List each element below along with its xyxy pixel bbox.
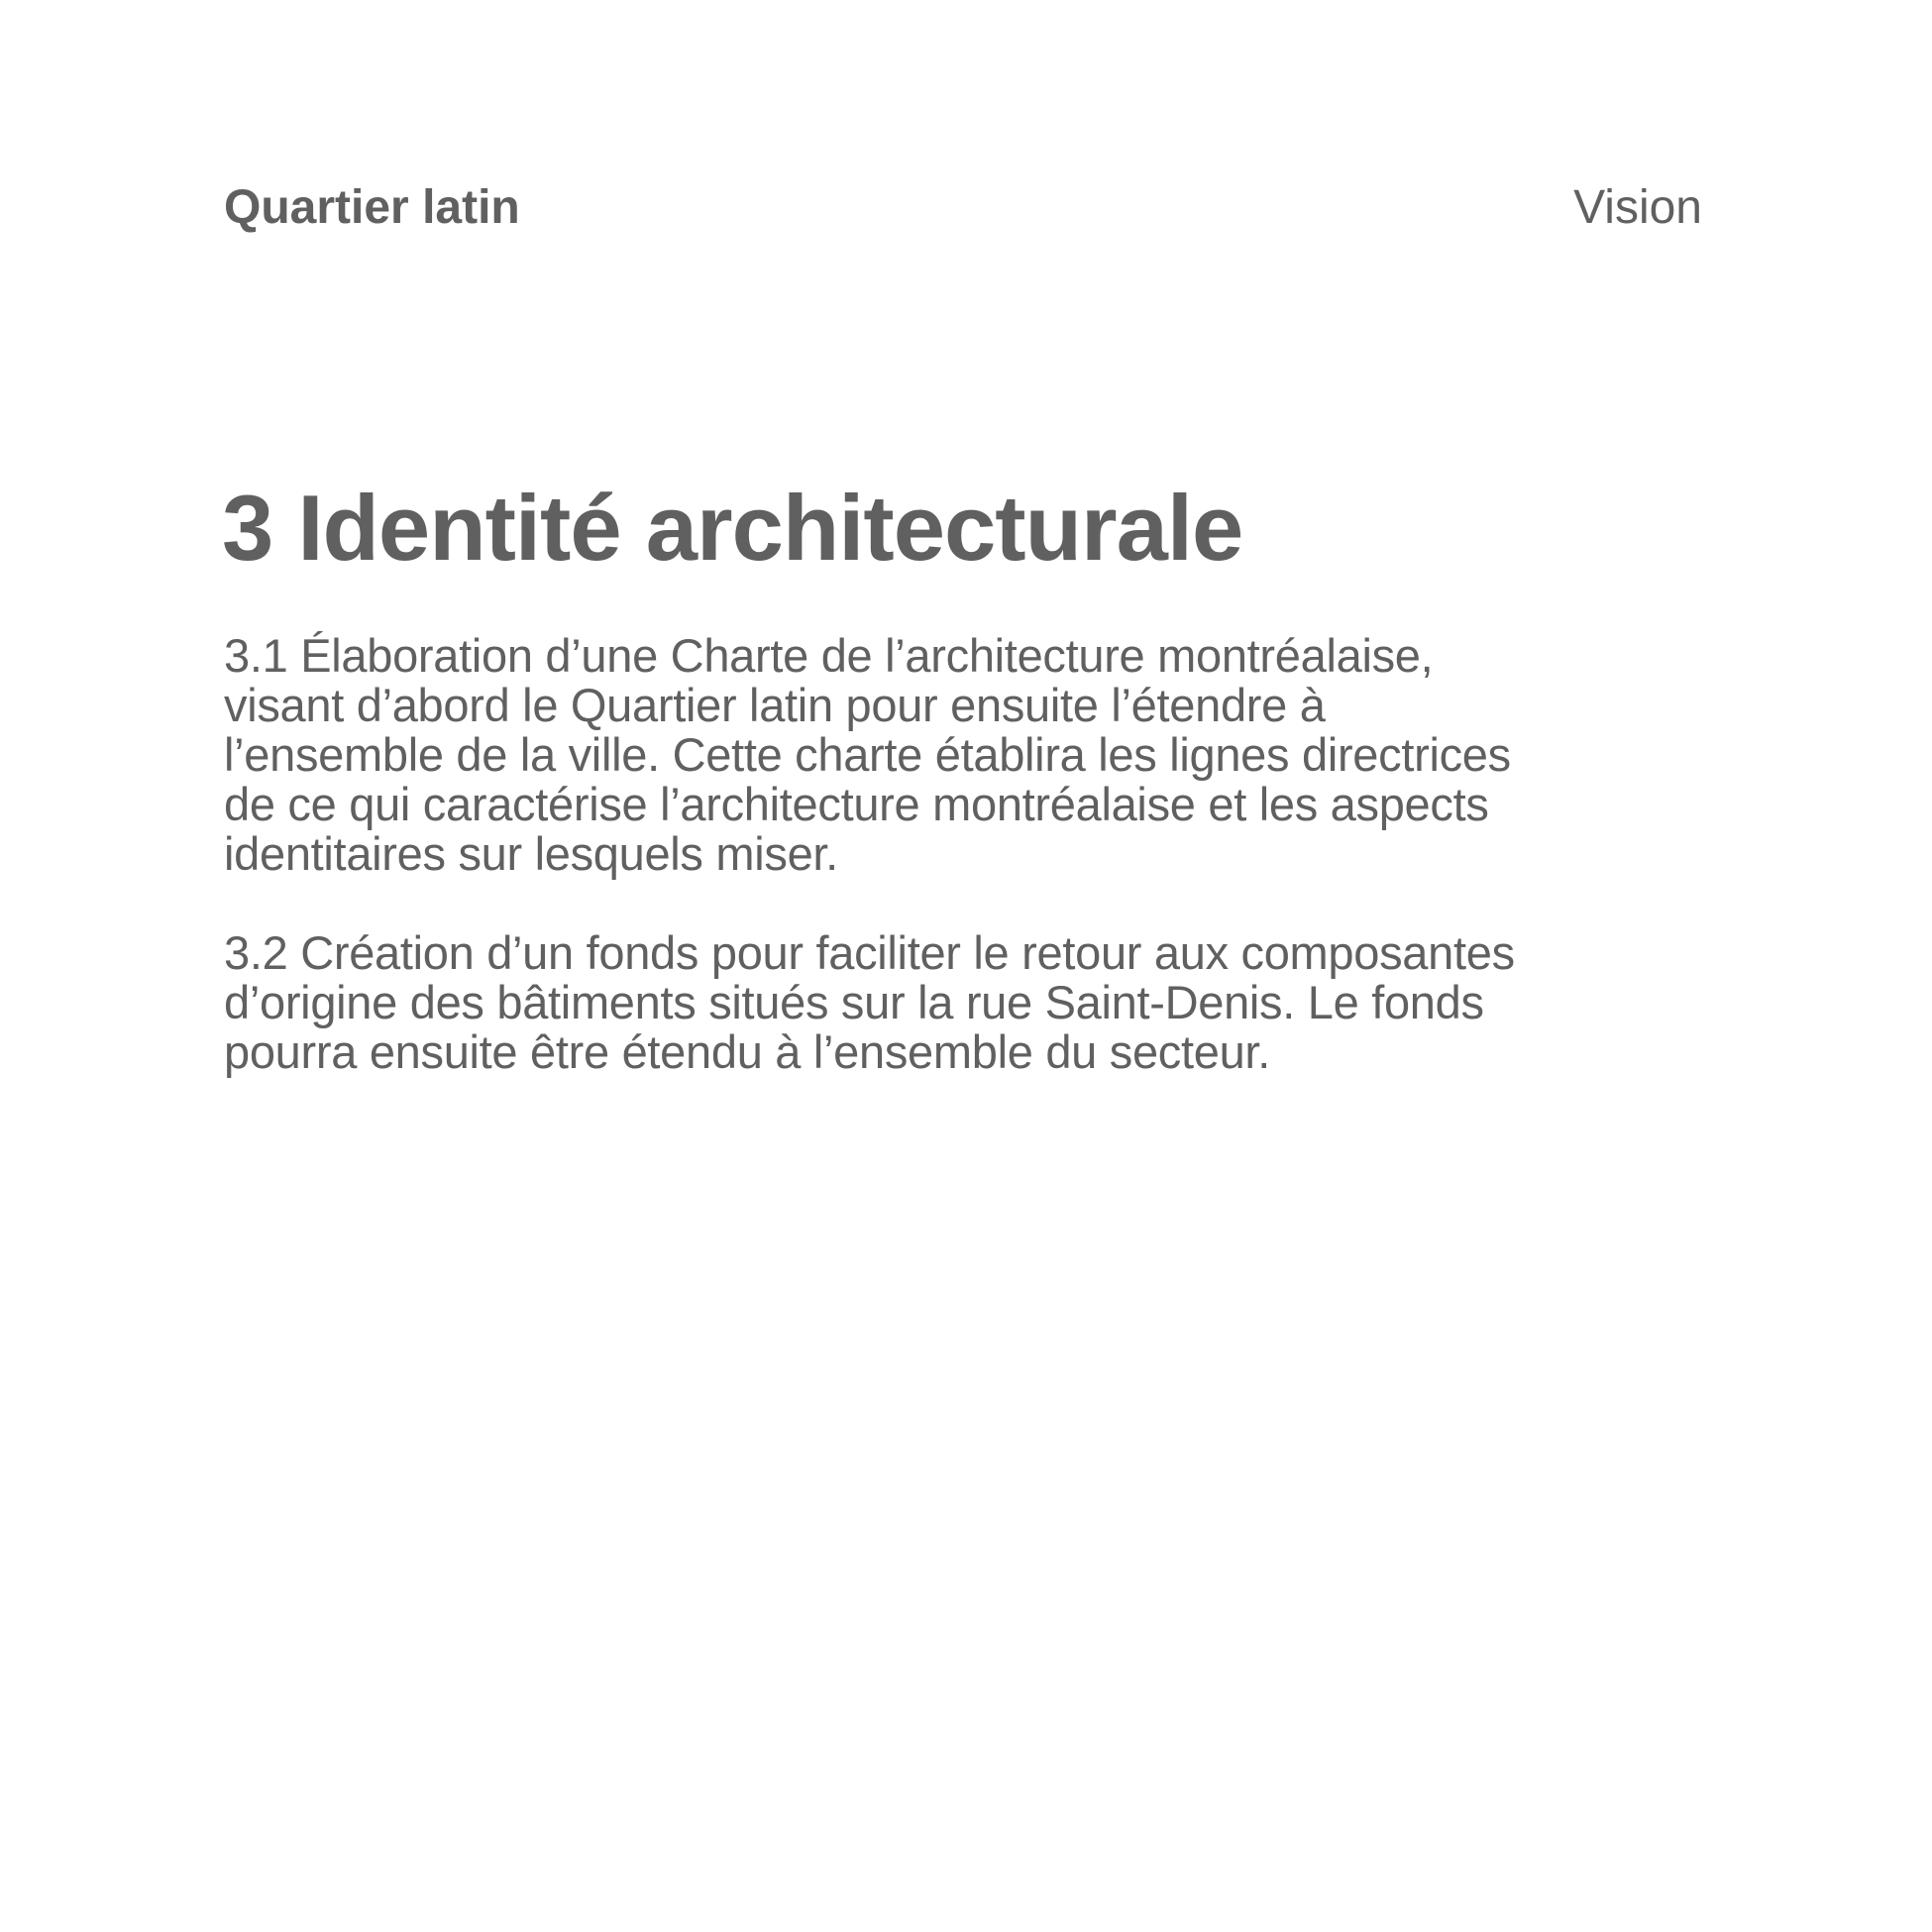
paragraph-line: 3.2 Création d’un fonds pour faciliter le retour aux composantes: [224, 926, 1515, 979]
paragraph-line: pourra ensuite être étendu à l’ensemble du secteur.: [224, 1025, 1270, 1078]
paragraph-line: d’origine des bâtiments situés sur la rue Saint-Denis. Le fonds: [224, 976, 1484, 1028]
section-title: 3 Identité architecturale: [222, 476, 1243, 580]
paragraph-line: identitaires sur lesquels miser.: [224, 827, 838, 880]
paragraph-line: 3.1 Élaboration d’une Charte de l’architecture montréalaise,: [224, 629, 1434, 682]
paragraph-3-1: [224, 631, 1730, 879]
paragraph-line: l’ensemble de la ville. Cette charte établira les lignes directrices: [224, 728, 1511, 781]
paragraph-3-2: [224, 928, 1730, 1077]
running-header-title: Quartier latin: [224, 181, 520, 234]
section-body: [224, 631, 1730, 1127]
paragraph-line: visant d’abord le Quartier latin pour ensuite l’étendre à: [224, 679, 1326, 731]
paragraph-line: de ce qui caractérise l’architecture montréalaise et les aspects: [224, 778, 1489, 830]
running-header-section: Vision: [1573, 181, 1702, 234]
